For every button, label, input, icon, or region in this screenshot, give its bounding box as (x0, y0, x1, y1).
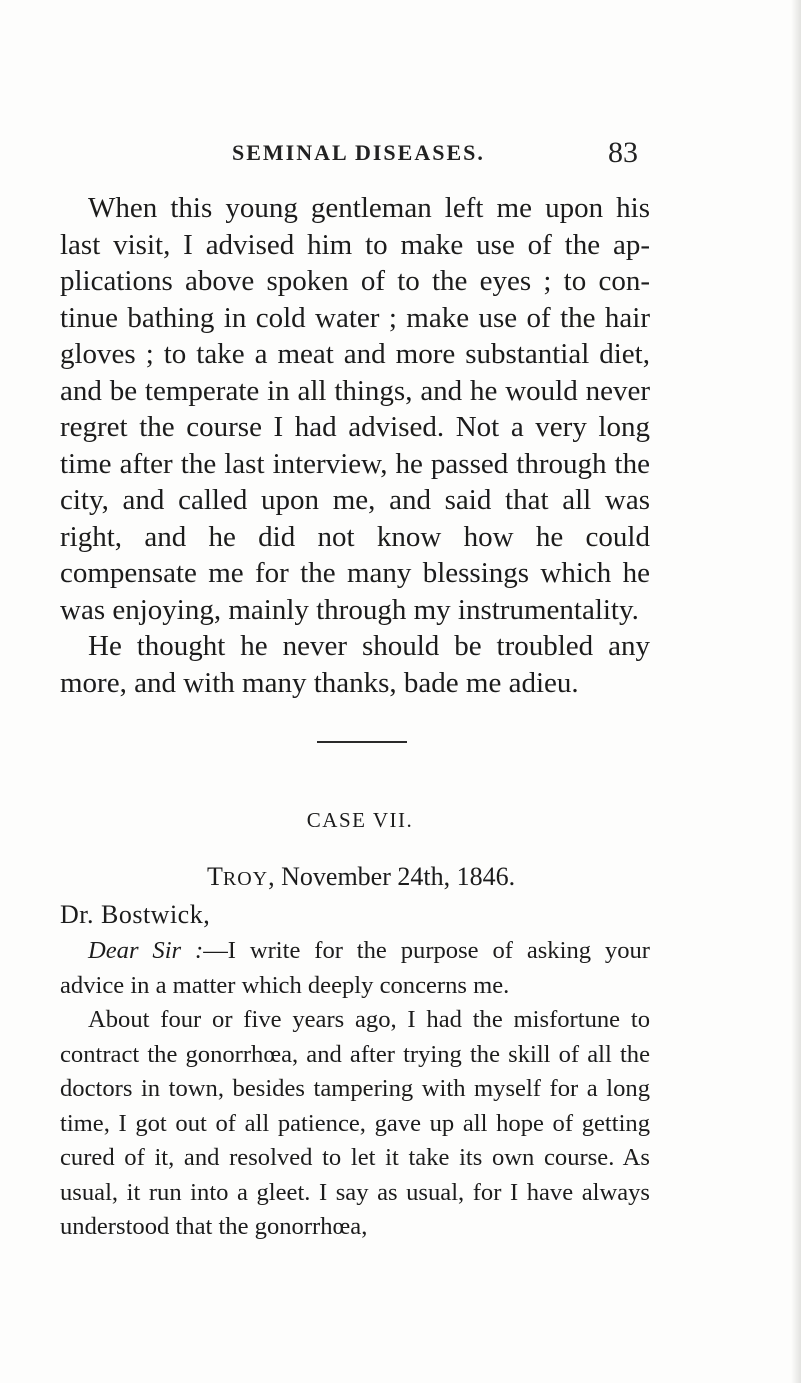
letter-opening: —I write for the purpose of asking your advice in a matter which deeply concerns me. (60, 937, 650, 999)
letter-dateline (207, 862, 515, 892)
paragraph: About four or five years ago, I had the misfortune to contract the gonorrhœa, and after trying the skill of all the doctors in town, besides tampering with myself for a long time, I got out of all patience, gave up all hope of getting cured of it, and resolved to let it take its own course. As usual, it run into a gleet. I say as usual, for I have always understood that the gonorrhœa, (60, 1006, 650, 1240)
narrative-text (60, 190, 650, 701)
case-heading: CASE VII. (306, 808, 414, 832)
page-number: 83 (608, 136, 638, 169)
letter-salutation: Dear Sir : (88, 937, 204, 964)
dateline-city-initial: T (207, 862, 223, 891)
dateline-city-rest: ROY (222, 868, 269, 890)
paragraph: When this young gentleman left me upon his last visit, I advised him to make use of the applications above spoken of to the eyes ; to continue bathing in cold water ; make use of the hair gloves ; to take a meat and more substantial diet, and be temperate in all things, and he would never regret the course I had advised. Not a very long time after the last interview, he passed through the city, and called upon me, and said that all was right, and he did not know how he could compensate me for the many blessings which he was enjoying, mainly through my instrumentality. (60, 192, 650, 626)
page-edge-shadow (791, 0, 801, 1383)
page-header (0, 136, 801, 170)
letter-addressee: Dr. Bostwick, (60, 900, 211, 929)
paragraph: He thought he never should be troubled any more, and with many thanks, bade me adieu. (60, 630, 650, 699)
section-divider (317, 741, 407, 743)
running-title: SEMINAL DISEASES. (232, 140, 485, 165)
paragraph (60, 934, 650, 1003)
dateline-date: , November 24th, 1846. (268, 862, 516, 891)
letter-text (60, 934, 650, 1245)
